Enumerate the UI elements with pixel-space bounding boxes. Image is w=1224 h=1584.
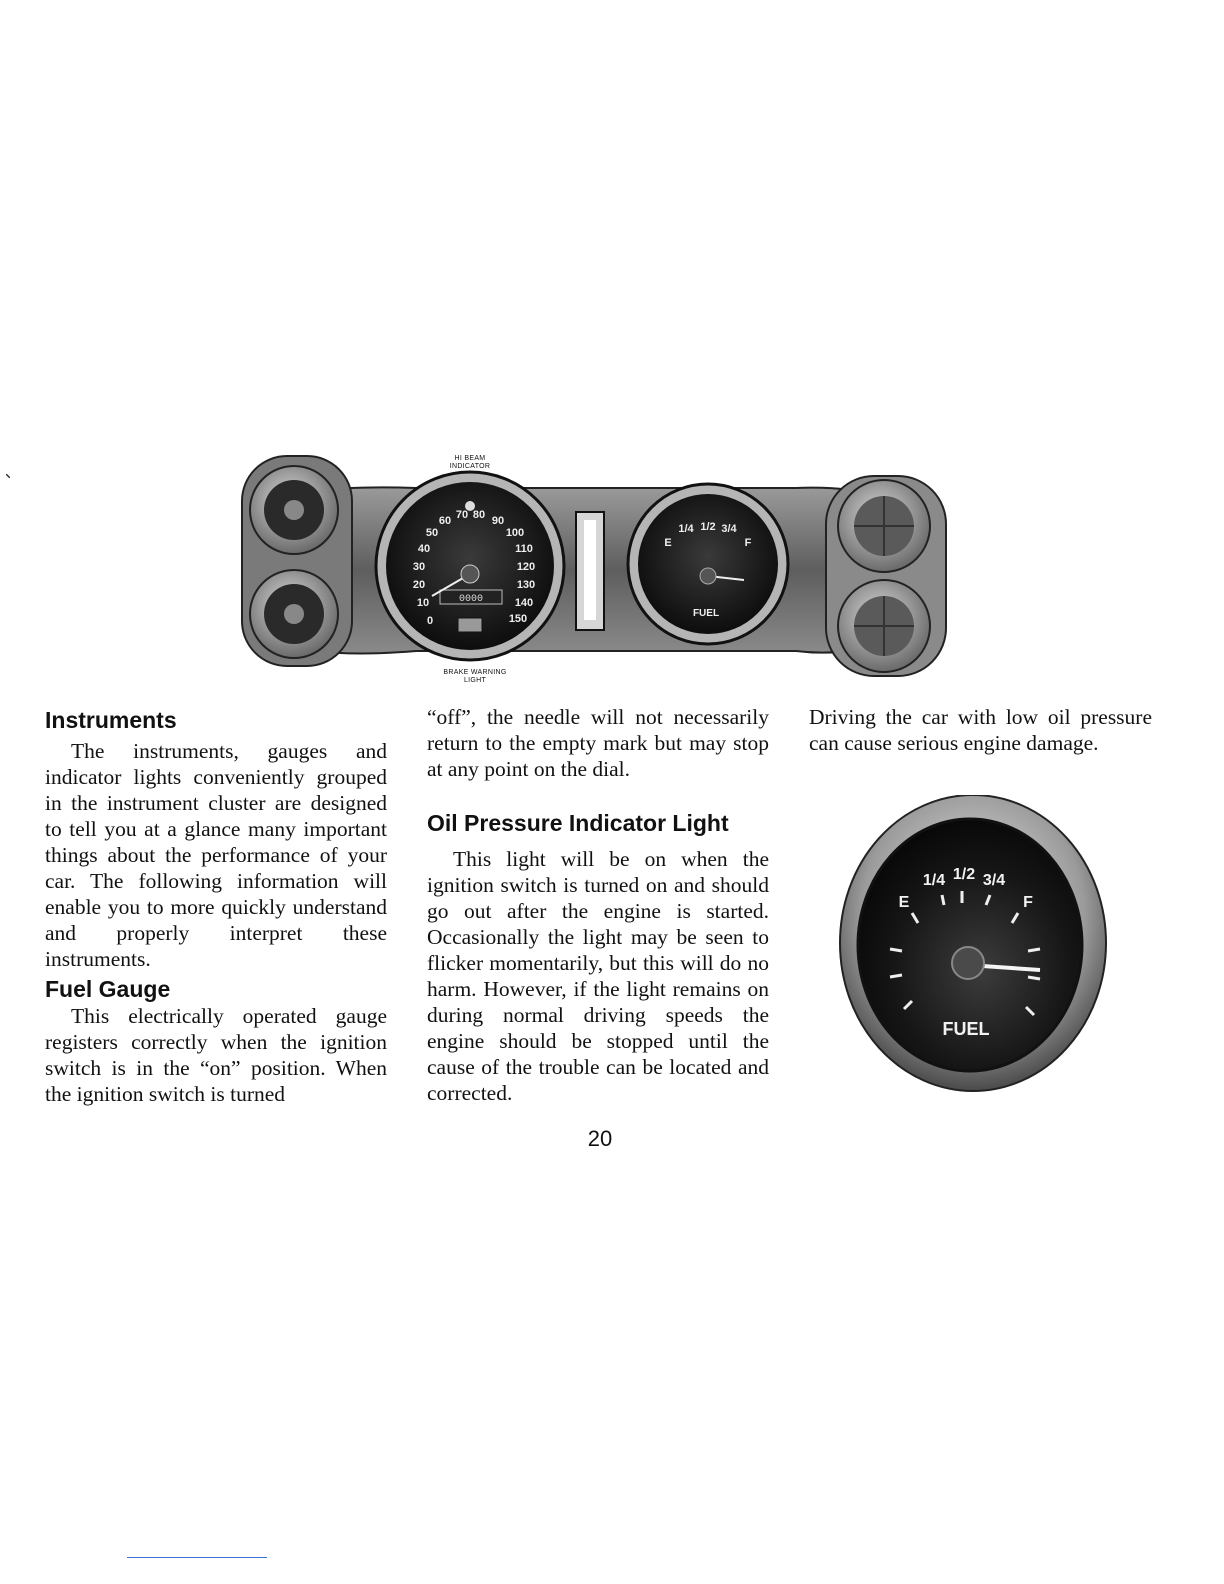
fuel-label: 1/4 <box>678 523 694 535</box>
speedo-label: 120 <box>516 561 536 573</box>
scan-mark <box>6 474 10 478</box>
speedo-label: 50 <box>425 527 439 539</box>
speedo-label: 0 <box>426 615 434 627</box>
speedo-label: 140 <box>514 597 534 609</box>
speedo-label: 60 <box>438 515 452 527</box>
speedo-label: 70 <box>455 509 469 521</box>
speedo-label: 130 <box>516 579 536 591</box>
speedo-label: 40 <box>417 543 431 555</box>
fuel-closeup-word: FUEL <box>942 1019 990 1039</box>
fuel-label: F <box>744 537 752 549</box>
speedo-label: 100 <box>505 527 525 539</box>
footnote-rule <box>127 1557 267 1558</box>
fuel-label: 3/4 <box>721 523 737 535</box>
fuel-closeup-label: 1/4 <box>922 872 946 889</box>
fuel-word: FUEL <box>692 608 720 619</box>
brake-warning-light-callout <box>420 669 530 685</box>
speedo-label: 150 <box>508 613 528 625</box>
hi-beam-indicator-callout <box>430 455 510 471</box>
callout-line: BRAKE WARNING <box>443 669 507 676</box>
speedo-label: 110 <box>515 543 533 555</box>
column-middle <box>427 704 769 1106</box>
fuel-closeup-label: 1/2 <box>952 866 976 883</box>
instrument-cluster-illustration <box>236 446 952 696</box>
fuel-closeup-label: F <box>1023 894 1033 911</box>
heading-instruments: Instruments <box>45 707 177 733</box>
fuel-label: 1/2 <box>700 521 716 533</box>
fuel-label: E <box>664 537 672 549</box>
fuel-closeup-label: 3/4 <box>982 872 1006 889</box>
paragraph-instruments: The instruments, gauges and indicator lights conveniently grouped in the instrument cluster are designed to tell you at a glance many important things about the performance of your car. The following information will enable you to more quickly understand and properly interpret these instruments. <box>45 739 387 971</box>
svg-text:0000: 0000 <box>458 594 484 605</box>
speedo-label: 80 <box>472 509 486 521</box>
speedo-label: 90 <box>491 515 505 527</box>
column-left <box>45 704 387 1107</box>
paragraph-fuel-gauge: This electrically operated gauge registers correctly when the ignition switch is in the “on” position. When the ignition switch is turned <box>45 1004 387 1106</box>
speedo-label: 30 <box>412 561 426 573</box>
speedo-label: 20 <box>412 579 426 591</box>
paragraph-oil-pressure-continued: Driving the car with low oil pressure can cause serious engine damage. <box>809 705 1152 755</box>
speedo-label: 10 <box>416 597 430 609</box>
paragraph-oil-pressure: This light will be on when the ignition switch is turned on and should go out after the engine is started. Occasionally the light may be seen to flicker momentarily, but this will do no harm. However, if the light remains on during normal driving speeds the engine should be stopped until the cause of the trouble can be located and corrected. <box>427 847 769 1105</box>
page-number: 20 <box>587 1126 613 1151</box>
fuel-gauge-illustration <box>838 795 1108 1095</box>
callout-line: LIGHT <box>463 677 487 684</box>
heading-oil-pressure: Oil Pressure Indicator Light <box>427 810 729 836</box>
column-right <box>809 704 1152 756</box>
fuel-closeup-label: E <box>898 894 910 911</box>
paragraph-fuel-gauge-continued: “off”, the needle will not necessarily return to the empty mark but may stop at any point on the dial. <box>427 705 769 781</box>
callout-line: INDICATOR <box>449 463 491 470</box>
heading-fuel-gauge: Fuel Gauge <box>45 976 171 1002</box>
callout-line: HI BEAM <box>454 455 486 462</box>
